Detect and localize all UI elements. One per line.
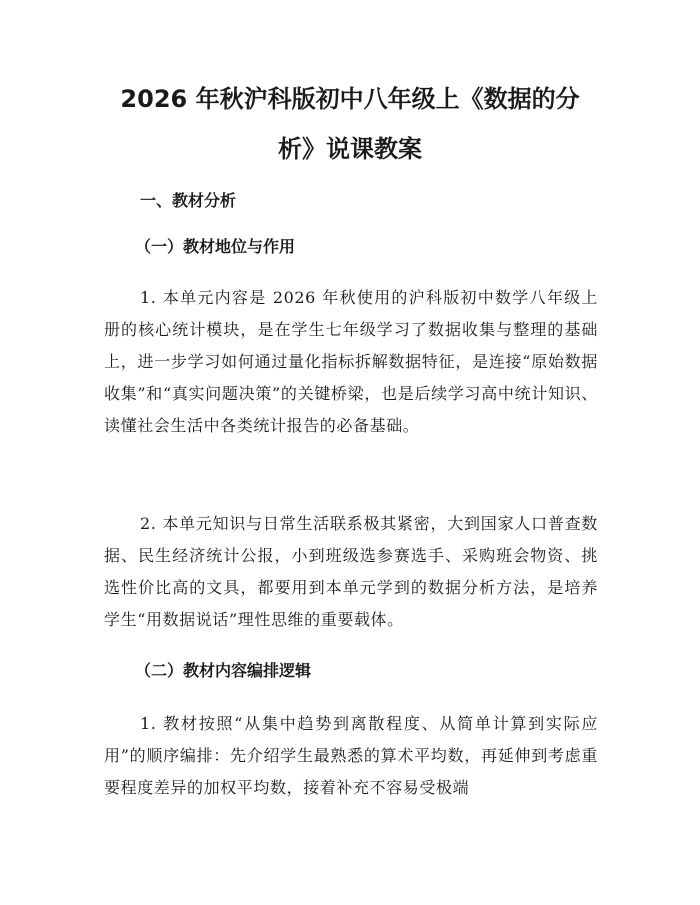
paragraph-3: 1. 教材按照“从集中趋势到离散程度、从简单计算到实际应用”的顺序编排：先介绍学生最熟悉的算术平均数，再延伸到考虑重要程度差异的加权平均数，接着补充不容易受极端	[104, 714, 598, 797]
paragraph-2: 2. 本单元知识与日常生活联系极其紧密，大到国家人口普查数据、民生经济统计公报，小到班级选参赛选手、采购班会物资、挑选性价比高的文具，都要用到本单元学到的数据分析方法，是培养学生“用数据说话”理性思维的重要载体。	[104, 514, 598, 629]
section-heading-textbook-analysis: 一、教材分析	[140, 191, 237, 210]
document-title-line1: 2026 年秋沪科版初中八年级上《数据的分	[120, 85, 580, 113]
paragraph-1: 1. 本单元内容是 2026 年秋使用的沪科版初中数学八年级上册的核心统计模块，是在学生七年级学习了数据收集与整理的基础上，进一步学习如何通过量化指标拆解数据特征，是连接“原始数据收集”和“真实问题决策”的关键桥梁，也是后续学习高中统计知识、读懂社会生活中各类统计报告的必备基础。	[104, 288, 598, 435]
document-title-line2: 析》说课教案	[278, 135, 422, 163]
subsection-heading-status-and-role: （一）教材地位与作用	[135, 237, 296, 256]
subsection-heading-content-logic: （二）教材内容编排逻辑	[135, 661, 312, 680]
